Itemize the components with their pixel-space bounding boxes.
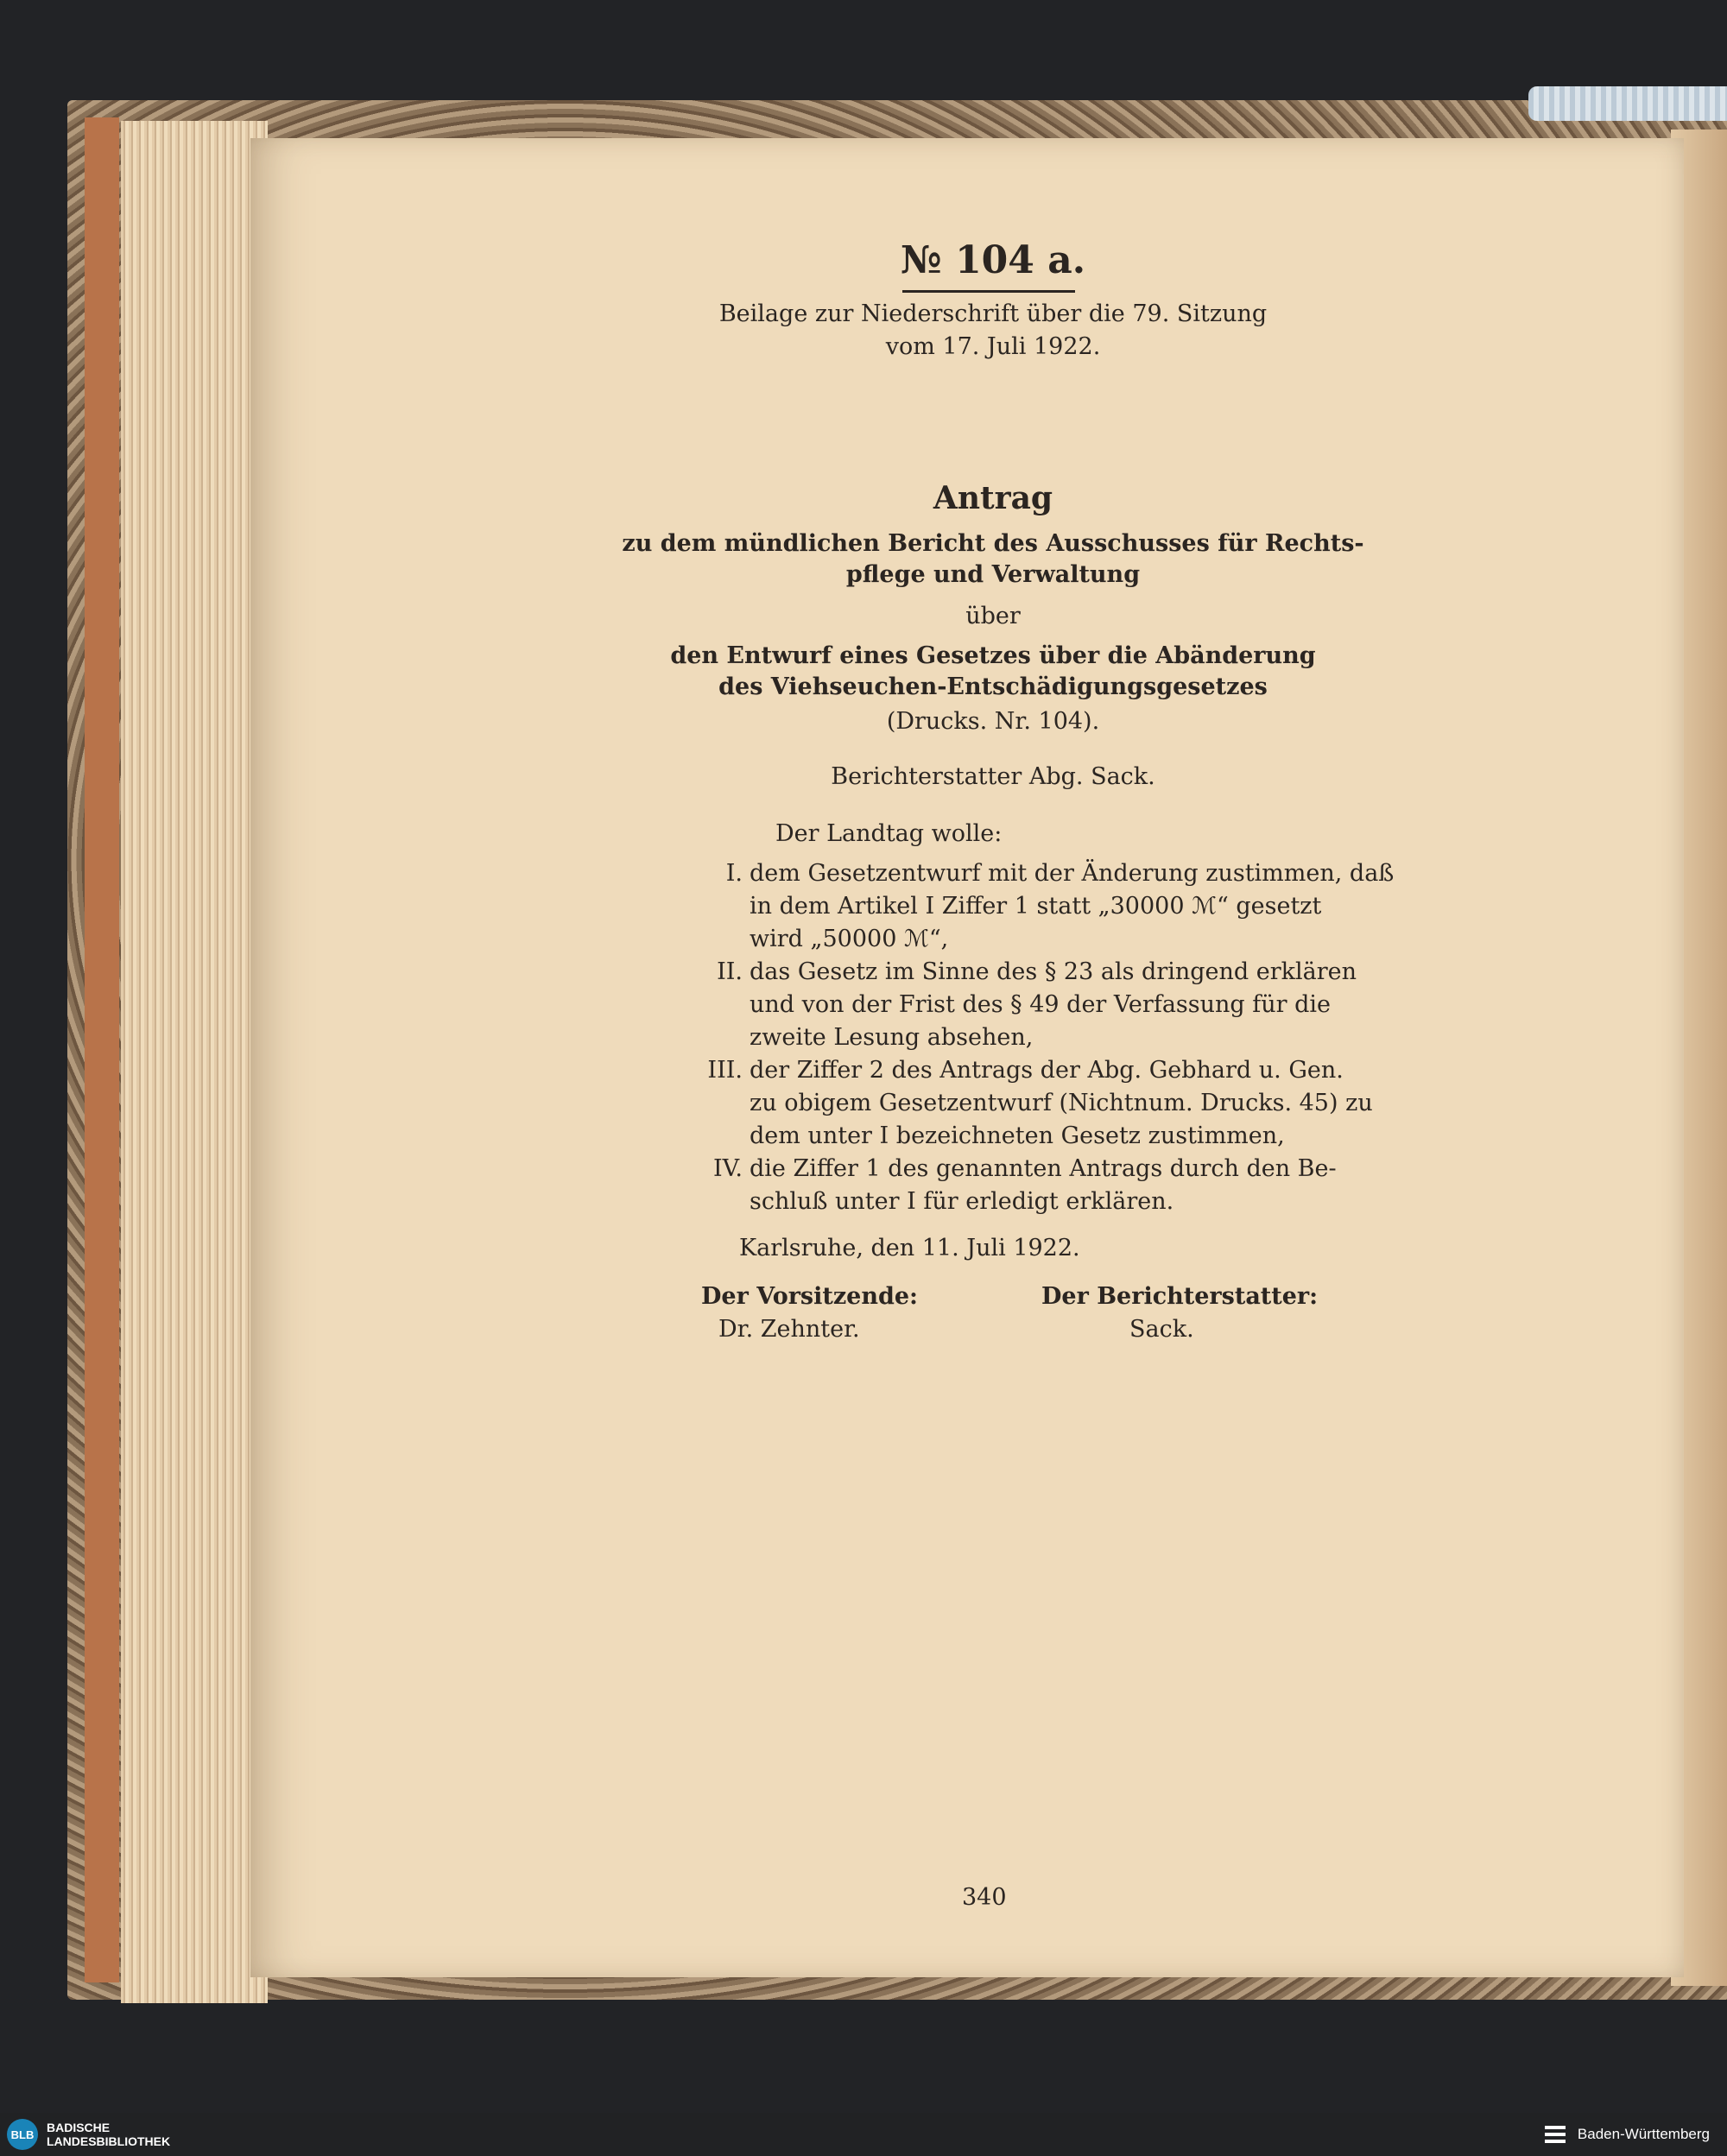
motion-line-3: über xyxy=(965,603,1021,629)
page-stack xyxy=(121,121,268,2003)
subtitle-line-2: vom 17. Juli 1922. xyxy=(885,333,1101,360)
library-name-line-1: BADISCHE xyxy=(47,2121,111,2134)
book-cover-edge xyxy=(85,117,119,1982)
list-item-number: I. xyxy=(725,860,743,887)
place-date: Karlsruhe, den 11. Juli 1922. xyxy=(739,1235,1080,1261)
title-rule xyxy=(902,290,1075,293)
list-item-line: die Ziffer 1 des genannten Antrags durch den Be- xyxy=(750,1155,1337,1182)
bookmark-ribbon xyxy=(1528,86,1727,121)
list-item-line: in dem Artikel I Ziffer 1 statt „30000 ℳ“ gesetzt xyxy=(750,893,1322,920)
list-item-number: IV. xyxy=(712,1155,743,1182)
document-number: № 104 a. xyxy=(900,238,1086,282)
lions-emblem-icon xyxy=(1543,2122,1567,2147)
list-item-line: dem Gesetzentwurf mit der Änderung zustimmen, daß xyxy=(750,860,1395,887)
chair-label: Der Vorsitzende: xyxy=(701,1283,919,1310)
intro-line: Der Landtag wolle: xyxy=(775,820,1003,847)
motion-line-2: pflege und Verwaltung xyxy=(845,561,1141,588)
library-logo[interactable] xyxy=(7,2119,170,2150)
list-item-line: und von der Frist des § 49 der Verfassung für die xyxy=(750,991,1332,1018)
list-item-line: wird „50000 ℳ“, xyxy=(750,926,949,952)
motion-line-4: den Entwurf eines Gesetzes über die Abänderung xyxy=(670,642,1316,669)
state-logo[interactable] xyxy=(1543,2122,1710,2147)
list-item-number: II. xyxy=(717,958,743,985)
reporter-line: Berichterstatter Abg. Sack. xyxy=(831,763,1155,790)
list-item-line: schluß unter I für erledigt erklären. xyxy=(750,1188,1174,1215)
subtitle-line-1: Beilage zur Niederschrift über die 79. Sitzung xyxy=(718,300,1268,327)
reporter-label: Der Berichterstatter: xyxy=(1041,1283,1319,1310)
list-item-line: zu obigem Gesetzentwurf (Nichtnum. Drucks. 45) zu xyxy=(750,1090,1373,1116)
list-item-line: dem unter I bezeichneten Gesetz zustimmen, xyxy=(750,1122,1285,1149)
chair-name: Dr. Zehnter. xyxy=(718,1316,860,1343)
reporter-name: Sack. xyxy=(1129,1316,1194,1343)
motion-line-1: zu dem mündlichen Bericht des Ausschusses für Rechts- xyxy=(622,530,1364,557)
blb-icon: BLB xyxy=(7,2119,38,2150)
list-item-number: III. xyxy=(707,1057,743,1084)
list-item-line: das Gesetz im Sinne des § 23 als dringend erklären xyxy=(750,958,1357,985)
page-number: 340 xyxy=(962,1884,1007,1911)
state-name: Baden-Württemberg xyxy=(1577,2126,1710,2142)
motion-line-5: des Viehseuchen-Entschädigungsgesetzes xyxy=(718,673,1268,700)
motion-line-6: (Drucks. Nr. 104). xyxy=(886,708,1100,735)
library-name xyxy=(47,2121,170,2148)
heading: Antrag xyxy=(933,480,1053,516)
list-item-line: zweite Lesung absehen, xyxy=(750,1024,1034,1051)
list-item-line: der Ziffer 2 des Antrags der Abg. Gebhard u. Gen. xyxy=(750,1057,1344,1084)
library-name-line-2: LANDESBIBLIOTHEK xyxy=(47,2134,171,2148)
footer-bar xyxy=(0,2113,1727,2156)
